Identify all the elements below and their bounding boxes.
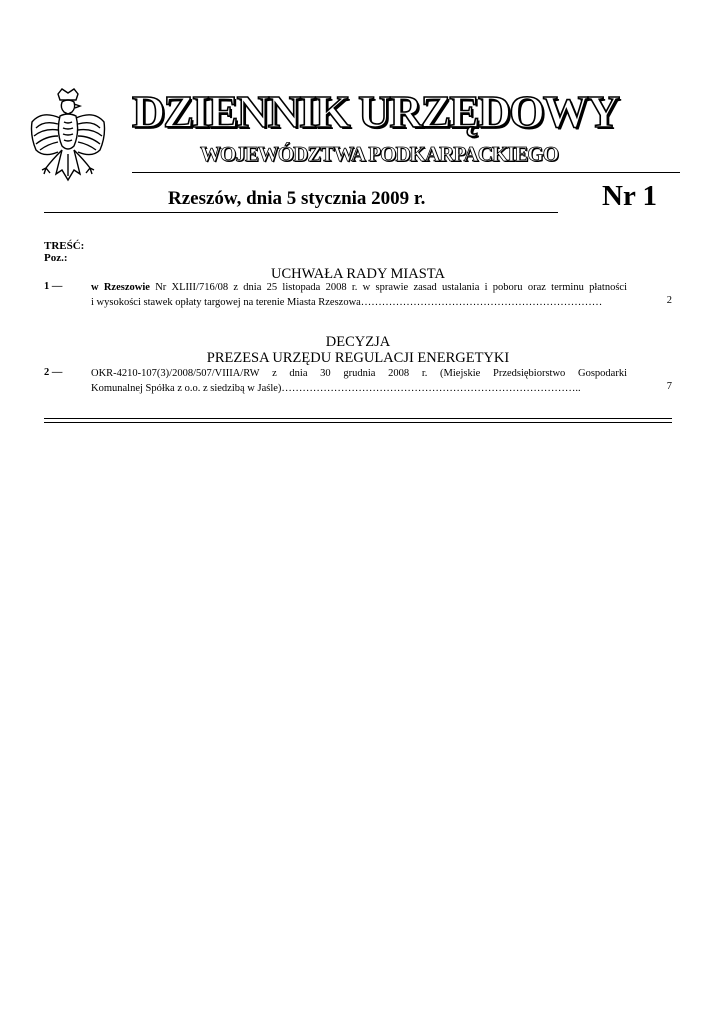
entry-line: Nr XLIII/716/08 z dnia 25 listopada 2008 r. w sprawie zasad ustalania i poboru oraz terminu płatności <box>149 282 627 293</box>
date-divider <box>44 212 558 213</box>
issue-number: Nr 1 <box>602 180 658 212</box>
issue-date: Rzeszów, dnia 5 stycznia 2009 r. <box>168 188 426 209</box>
section-title-uchwala: UCHWAŁA RADY MIASTA <box>271 266 445 282</box>
entry-line: OKR-4210-107(3)/2008/507/VIIIA/RW z dnia 30 grudnia 2008 r. (Miejskie Przedsiębiorstwo Gospodarki <box>91 368 627 379</box>
toc-entry-text[interactable] <box>91 280 627 310</box>
entry-page-number: 7 <box>666 381 672 392</box>
journal-subtitle: WOJEWÓDZTWA PODKARPACKIEGO <box>200 142 559 166</box>
polish-eagle-emblem-icon <box>28 88 108 200</box>
section-title-decyzja: DECYZJA <box>325 334 391 350</box>
toc-position-label: Poz.: <box>44 252 68 264</box>
entry-line: i wysokości stawek opłaty targowej na terenie Miasta Rzeszowa…………………………………………………………… <box>91 297 603 308</box>
toc-header <box>44 240 84 264</box>
journal-title: DZIENNIK URZĘDOWY <box>132 86 619 137</box>
toc-heading: TREŚĆ: <box>44 240 85 252</box>
entry-location: w Rzeszowie <box>91 282 150 293</box>
toc-entry-text[interactable] <box>91 366 627 396</box>
footer-rule <box>44 418 672 419</box>
header-divider <box>132 172 680 173</box>
entry-number: 2 — <box>44 367 63 378</box>
section-subtitle-decyzja: PREZESA URZĘDU REGULACJI ENERGETYKI <box>206 350 510 366</box>
entry-page-number: 2 <box>666 295 672 306</box>
entry-number: 1 — <box>44 281 63 292</box>
footer-rule <box>44 422 672 423</box>
entry-line: Komunalnej Spółka z o.o. z siedzibą w Jaśle)………………………………………………………………………….. <box>91 383 581 394</box>
